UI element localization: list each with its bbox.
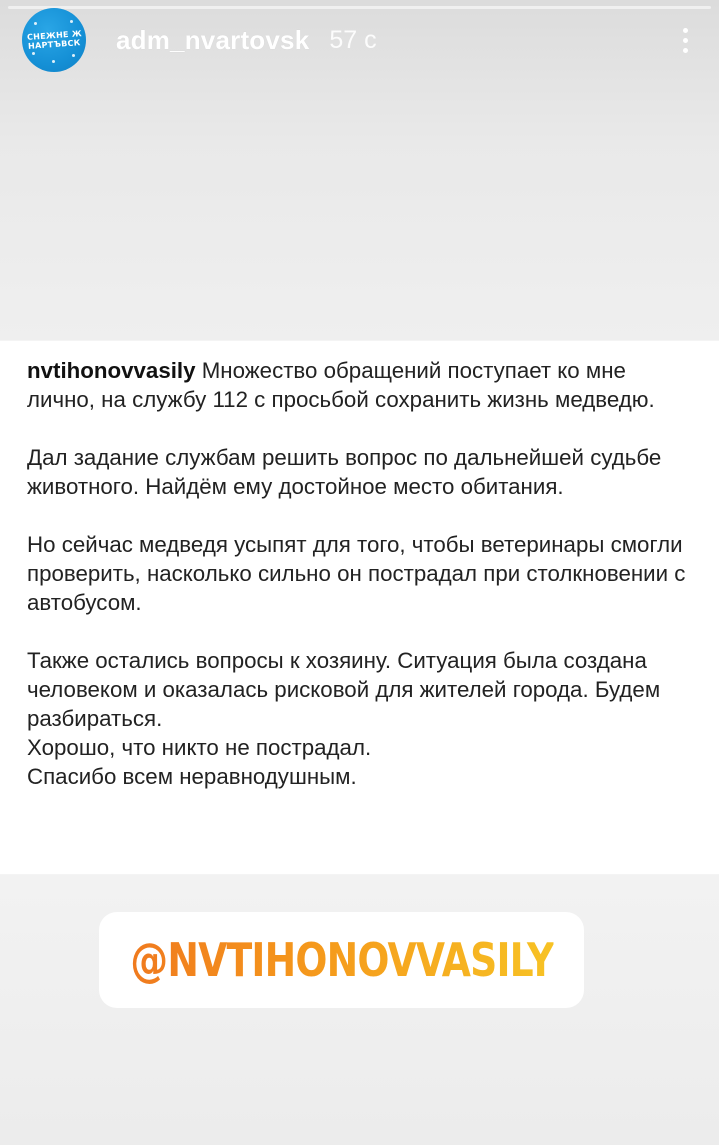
caption-paragraph-1 (27, 356, 692, 414)
more-options-button[interactable] (673, 20, 697, 60)
story-username[interactable]: adm_nvartovsk (116, 24, 310, 55)
post-caption (27, 356, 692, 791)
caption-line-5: Хорошо, что никто не пострадал. (27, 735, 372, 760)
caption-line-6: Спасибо всем неравнодушным. (27, 764, 357, 789)
caption-author: nvtihonovvasily (27, 358, 196, 383)
caption-text-1: Множество обращений поступает ко мне лично, на службу 112 с просьбой сохранить жизнь медведю. (27, 358, 655, 412)
more-vertical-icon (683, 38, 688, 43)
caption-paragraph-3: Но сейчас медведя усыпят для того, чтобы ветеринары смогли проверить, насколько сильно он пострадал при столкновении с автобусом. (27, 532, 686, 615)
avatar[interactable] (22, 8, 86, 72)
mention-sticker[interactable] (99, 912, 584, 1008)
avatar-logo-line-2: НАРТЪВСК (27, 38, 81, 51)
caption-paragraph-4: Также остались вопросы к хозяину. Ситуация была создана человеком и оказалась рисковой для жителей города. Будем разбираться. (27, 648, 661, 731)
avatar-logo-line-1: СНЕЖНЕ Ж (26, 29, 82, 42)
story-header (22, 8, 697, 72)
mention-sticker-text: @NVTIHONOVVASILY (129, 933, 554, 987)
story-timestamp: 57 с (329, 25, 377, 54)
caption-paragraph-2: Дал задание службам решить вопрос по дальнейшей судьбе животного. Найдём ему достойное место обитания. (27, 445, 662, 499)
more-vertical-icon (683, 28, 688, 33)
more-vertical-icon (683, 48, 688, 53)
